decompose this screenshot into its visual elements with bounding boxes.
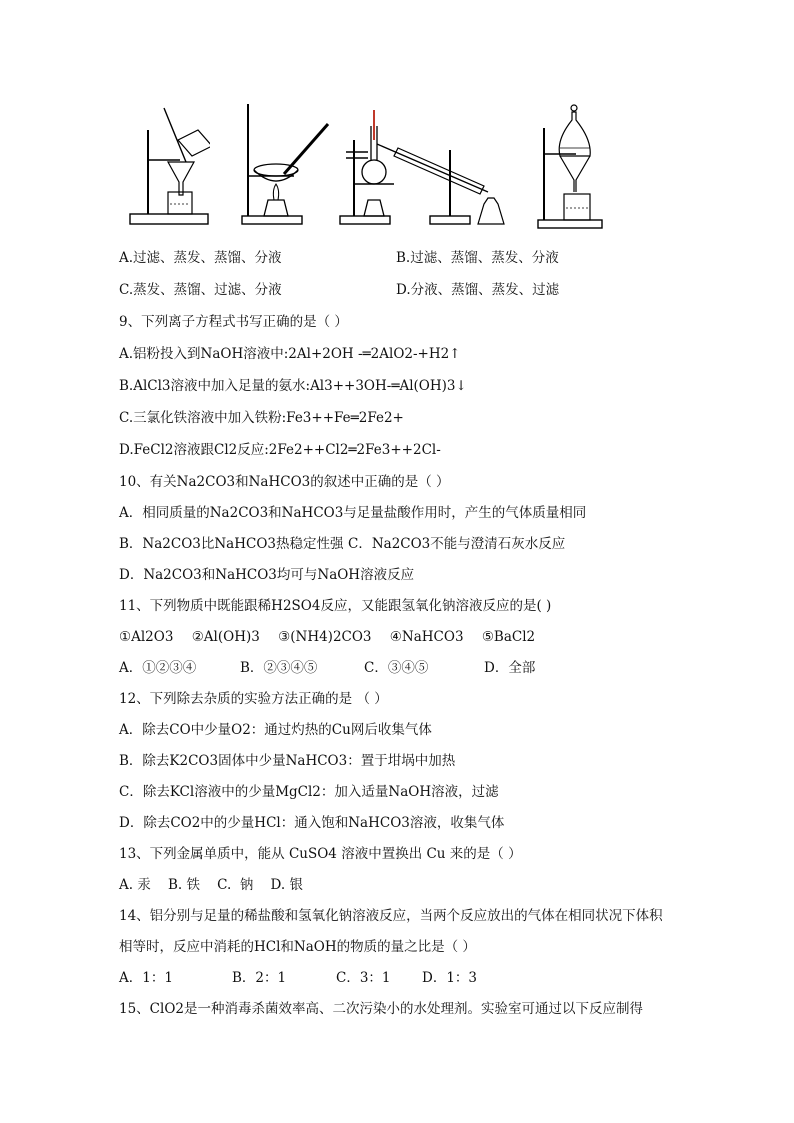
- q11-items: ①Al2O3 ②Al(OH)3 ③(NH4)2CO3 ④NaHCO3 ⑤BaCl2: [119, 629, 536, 645]
- q12-option-c: C．除去KCl溶液中的少量MgCl2：加入适量NaOH溶液，过滤: [119, 784, 499, 800]
- q8-option-a: A.过滤、蒸发、蒸馏、分液: [119, 250, 282, 266]
- q8-option-d: D.分液、蒸馏、蒸发、过滤: [396, 282, 560, 298]
- evaporation-apparatus: [240, 100, 332, 230]
- q8-option-c: C.蒸发、蒸馏、过滤、分液: [119, 282, 282, 298]
- q12-stem: 12、下列除去杂质的实验方法正确的是 （ ）: [119, 691, 388, 707]
- q9-option-b: B.AlCl3溶液中加入足量的氨水:Al3++3OH-═Al(OH)3↓: [119, 378, 467, 394]
- q15-stem: 15、ClO2是一种消毒杀菌效率高、二次污染小的水处理剂。实验室可通过以下反应制得: [119, 1001, 643, 1017]
- q14-stem-line1: 14、铝分别与足量的稀盐酸和氢氧化钠溶液反应，当两个反应放出的气体在相同状况下体积: [119, 908, 663, 924]
- q11-option-a: A．①②③④: [119, 660, 197, 676]
- q10-stem: 10、有关Na2CO3和NaHCO3的叙述中正确的是（ ）: [119, 474, 450, 490]
- q14-option-c: C．3：1: [336, 970, 391, 986]
- q9-option-c: C.三氯化铁溶液中加入铁粉:Fe3++Fe═2Fe2+: [119, 410, 404, 426]
- filtration-apparatus: [128, 100, 210, 230]
- q13-options: A. 汞 B. 铁 C. 钠 D. 银: [119, 877, 303, 893]
- q9-option-a: A.铝粉投入到NaOH溶液中:2Al+2OH -═2AlO2-+H2↑: [119, 346, 461, 362]
- q13-stem: 13、下列金属单质中，能从 CuSO4 溶液中置换出 Cu 来的是（ ）: [119, 846, 522, 862]
- q10-option-d: D．Na2CO3和NaHCO3均可与NaOH溶液反应: [119, 567, 415, 583]
- q12-option-d: D．除去CO2中的少量HCl：通入饱和NaHCO3溶液，收集气体: [119, 815, 505, 831]
- q10-option-b: B．Na2CO3比NaHCO3热稳定性强: [119, 536, 344, 552]
- q14-option-d: D．1：3: [422, 970, 478, 986]
- q11-stem: 11、下列物质中既能跟稀H2SO4反应，又能跟氢氧化钠溶液反应的是( ): [119, 598, 552, 614]
- q9-stem: 9、下列离子方程式书写正确的是（ ）: [119, 314, 348, 330]
- q11-option-b: B．②③④⑤: [240, 660, 318, 676]
- q14-stem-line2: 相等时，反应中消耗的HCl和NaOH的物质的量之比是（ ）: [119, 939, 476, 955]
- q9-option-d: D.FeCl2溶液跟Cl2反应:2Fe2++Cl2═2Fe3++2Cl-: [119, 442, 441, 458]
- q11-option-c: C．③④⑤: [364, 660, 429, 676]
- q12-option-b: B．除去K2CO3固体中少量NaHCO3：置于坩埚中加热: [119, 753, 456, 769]
- q10-option-a: A．相同质量的Na2CO3和NaHCO3与足量盐酸作用时，产生的气体质量相同: [119, 505, 587, 521]
- q8-option-b: B.过滤、蒸馏、蒸发、分液: [396, 250, 559, 266]
- q14-option-a: A．1：1: [119, 970, 173, 986]
- distillation-apparatus: [338, 100, 508, 230]
- separatory-funnel-apparatus: [536, 100, 606, 230]
- q12-option-a: A．除去CO中少量O2：通过灼热的Cu网后收集气体: [119, 722, 432, 738]
- q11-option-d: D．全部: [484, 660, 536, 676]
- q10-option-c: C．Na2CO3不能与澄清石灰水反应: [348, 536, 566, 552]
- q14-option-b: B．2：1: [232, 970, 287, 986]
